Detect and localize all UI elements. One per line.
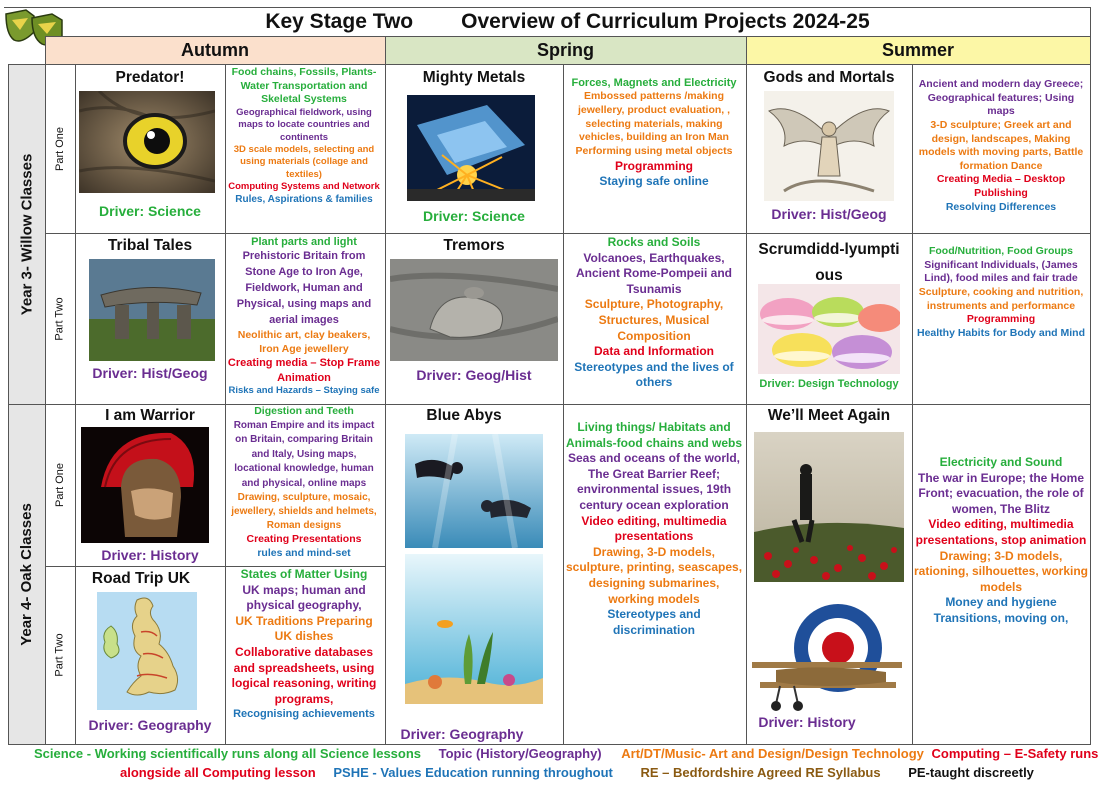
project-driver: Driver: Hist/Geog bbox=[92, 365, 208, 381]
project-cell-predator bbox=[75, 64, 225, 233]
year-label-year3: Year 3- Willow Classes bbox=[8, 64, 45, 404]
season-header-autumn bbox=[45, 36, 385, 64]
curriculum-desc-well-meet-again: Electricity and Sound The war in Europe; the Home Front; evacuation, the role of women, The Blitz Video editing, multimedia presentations, stop animation Drawing; 3-D models, rationing, silhouettes, working models Money and hygiene Transitions, moving on, bbox=[914, 455, 1089, 625]
curriculum-desc-tribal-tales: Plant parts and light Prehistoric Britain from Stone Age to Iron Age, Fieldwork, Human and Physical, using maps and aerial images Neolithic art, clay beakers, Iron Age jewellery Creating media – Stop Frame Animation Risks and Hazards – Staying safe bbox=[227, 236, 381, 396]
season-header-summer bbox=[746, 36, 1090, 64]
winged-figure-image bbox=[764, 91, 894, 201]
project-driver: Driver: Geography bbox=[400, 726, 524, 742]
project-driver: Driver: History bbox=[758, 714, 856, 730]
divers-underwater-image bbox=[405, 434, 543, 548]
grid-line bbox=[8, 64, 9, 744]
title-overview: Overview of Curriculum Projects 2024-25 bbox=[461, 10, 870, 33]
project-driver: Driver: Geography bbox=[88, 717, 212, 733]
project-title: We’ll Meet Again bbox=[767, 407, 891, 424]
season-label: Autumn bbox=[181, 39, 249, 60]
project-driver: Driver: Science bbox=[423, 208, 525, 224]
footer-pe: PE-taught discreetly bbox=[908, 765, 1034, 780]
project-cell-gods-mortals bbox=[746, 64, 912, 233]
welding-sparks-image bbox=[407, 95, 535, 201]
grid-line bbox=[746, 36, 747, 744]
project-title: Scrumdidd-lyumptious bbox=[758, 241, 900, 285]
footer-key-line-1 bbox=[34, 746, 1098, 761]
grid-line bbox=[45, 36, 1091, 37]
project-cell-road-trip-uk bbox=[75, 566, 225, 744]
project-title: I am Warrior bbox=[105, 407, 195, 424]
footer-key-line-2 bbox=[120, 765, 1034, 780]
dolmen-image bbox=[89, 259, 215, 361]
grid-line bbox=[563, 64, 564, 744]
project-title: Tremors bbox=[443, 237, 505, 254]
grid-line bbox=[385, 36, 386, 744]
grid-line bbox=[45, 233, 1091, 234]
project-driver: Driver: History bbox=[101, 547, 199, 563]
curriculum-desc-mighty-metals: Forces, Magnets and Electricity Embossed patterns /making jewellery, product evaluation, , selecting materials, making vehicles, building an Iron Man Performing using metal objects Programming Staying safe online bbox=[571, 77, 737, 189]
project-title: Mighty Metals bbox=[422, 69, 526, 86]
part-label-y3-two: Part Two bbox=[54, 296, 66, 341]
project-cell-scrumdiddlyumptious bbox=[746, 233, 912, 404]
project-cell-i-am-warrior bbox=[75, 404, 225, 566]
grid-line bbox=[8, 404, 1091, 405]
part-label-y4-one: Part One bbox=[54, 462, 66, 508]
curriculum-desc-gods-mortals: Ancient and modern day Greece; Geographical features; Using maps 3-D sculpture; Greek art and design, landscapes, Making models with moving parts, Battle formation Dance Creating Media – Desktop Publishing Resolving Differences bbox=[918, 78, 1084, 213]
project-title: Predator! bbox=[115, 69, 185, 86]
reef-seabed-image bbox=[405, 554, 543, 704]
footer-computing: Computing – E-Safety runs bbox=[931, 746, 1099, 761]
curriculum-desc-predator: Food chains, Fossils, Plants- Water Transportation and Skeletal Systems Geographical fieldwork, using maps to locate countries and continents 3D scale models, selecting and using materials (collage and textiles) Computing Systems and Network Rules, Aspirations & families bbox=[228, 66, 380, 206]
project-title: Gods and Mortals bbox=[763, 69, 895, 86]
curriculum-desc-blue-abys: Living things/ Habitats and Animals-food chains and webs Seas and oceans of the world, The Great Barrier Reef; environmental issues, 19th century ocean exploration Video editing, multimedia presentations Drawing, 3-D models, sculpture, printing, seascapes, designing submarines, working models Stereotypes and discrimination bbox=[565, 420, 743, 637]
grid-line bbox=[1090, 7, 1091, 744]
project-cell-mighty-metals bbox=[385, 64, 563, 233]
grid-line bbox=[912, 64, 913, 744]
season-label: Summer bbox=[881, 39, 955, 60]
footer-art-dt: Art/DT/Music- Art and Design/Design Technology bbox=[621, 746, 924, 761]
grid-line bbox=[4, 7, 1091, 8]
page-title bbox=[45, 8, 1090, 36]
grid-line bbox=[75, 64, 76, 744]
project-driver: Driver: Science bbox=[99, 203, 201, 219]
project-cell-tribal-tales bbox=[75, 233, 225, 404]
grid-line bbox=[225, 64, 226, 744]
footer-re: RE – Bedfordshire Agreed RE Syllabus bbox=[640, 765, 881, 780]
curriculum-desc-tremors: Rocks and Soils Volcanoes, Earthquakes, Ancient Rome-Pompeii and Tsunamis Sculpture, Photography, Structures, Musical Composition Data and Information Stereotypes and the lives of others bbox=[574, 235, 734, 390]
footer-topic: Topic (History/Geography) bbox=[438, 746, 602, 761]
project-title: Road Trip UK bbox=[91, 570, 191, 587]
grid-line bbox=[8, 744, 1091, 745]
footer-science: Science - Working scientifically runs along all Science lessons bbox=[34, 746, 422, 761]
soldier-poppies-image bbox=[754, 432, 904, 582]
project-driver: Driver: Hist/Geog bbox=[771, 206, 887, 222]
project-title: Tribal Tales bbox=[107, 237, 193, 254]
project-cell-tremors bbox=[385, 233, 563, 404]
title-key-stage: Key Stage Two bbox=[265, 10, 414, 33]
season-label: Spring bbox=[537, 39, 594, 60]
grid-line bbox=[45, 566, 385, 567]
project-title: Blue Abys bbox=[426, 407, 502, 424]
curriculum-desc-scrumdiddlyumptious: Food/Nutrition, Food Groups Significant Individuals, (James Lind), food miles and fair trade Sculpture, cooking and nutrition, instruments and performance Programming Healthy Habits for Body and Mind bbox=[916, 245, 1085, 339]
project-driver: Driver: Geog/Hist bbox=[416, 367, 532, 383]
footer-pshe: PSHE - Values Education running throughout bbox=[333, 765, 613, 780]
part-label-y4-two: Part Two bbox=[54, 633, 66, 677]
project-cell-blue-abys bbox=[385, 404, 563, 744]
grid-line bbox=[45, 36, 46, 744]
uk-map-image bbox=[97, 592, 197, 710]
footer-computing-cont: alongside all Computing lesson bbox=[120, 765, 316, 780]
year-label-year4: Year 4- Oak Classes bbox=[8, 404, 45, 744]
fossil-rock-image bbox=[390, 259, 558, 361]
grid-line bbox=[8, 64, 1091, 65]
season-header-spring bbox=[385, 36, 746, 64]
curriculum-desc-road-trip-uk: States of Matter Using UK maps; human and physical geography, UK Traditions Preparing UK dishes Collaborative databases and spreadsheets, using logical reasoning, writing programs, Recognising achievements bbox=[231, 567, 377, 721]
curriculum-desc-i-am-warrior: Digestion and Teeth Roman Empire and its impact on Britain, comparing Britain and Italy, Using maps, locational knowledge, human and physical, online maps Drawing, sculpture, mosaic, jewellery, shields and helmets, Roman designs Creating Presentations rules and mind-set bbox=[231, 405, 377, 559]
biplane-roundel-image bbox=[746, 600, 906, 716]
roman-helmet-image bbox=[81, 427, 209, 543]
part-label-y3-one: Part One bbox=[54, 126, 66, 171]
hawk-eye-image bbox=[79, 91, 215, 193]
project-driver: Driver: Design Technology bbox=[759, 378, 899, 390]
project-cell-well-meet-again bbox=[746, 404, 912, 744]
macarons-image bbox=[758, 284, 900, 374]
